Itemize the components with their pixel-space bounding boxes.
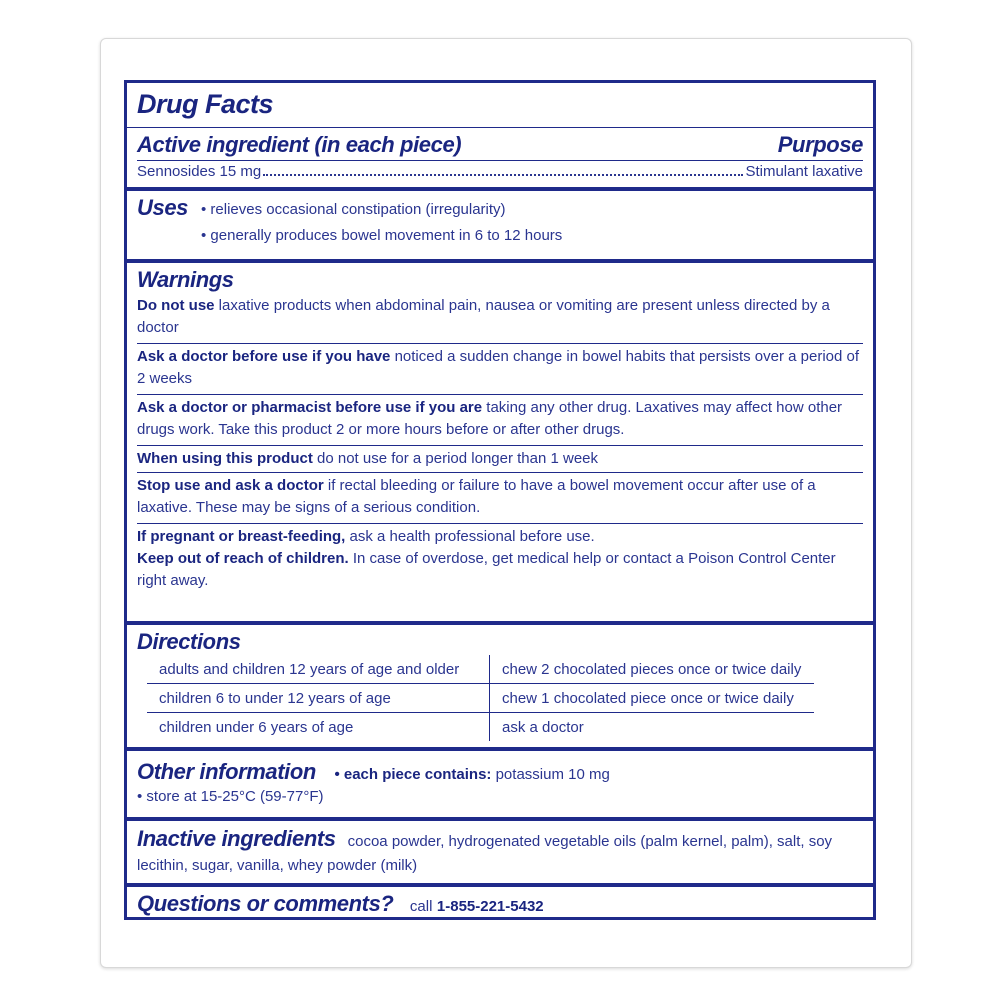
directions-age: adults and children 12 years of age and older: [147, 655, 490, 684]
active-ingredient-value: Sennosides 15 mg: [137, 163, 262, 180]
directions-age: children under 6 years of age: [147, 713, 490, 742]
inactive-ingredients-section: [127, 817, 873, 883]
directions-heading: Directions: [137, 629, 241, 654]
table-row: [147, 713, 814, 742]
directions-table: [147, 655, 814, 741]
warning-when-using: When using this product do not use for a period longer than 1 week: [137, 445, 863, 472]
warning-do-not-use: Do not use laxative products when abdominal pain, nausea or vomiting are present unless directed by a doctor: [137, 297, 830, 336]
warning-pregnant: If pregnant or breast-feeding, ask a health professional before use.: [137, 523, 863, 548]
questions-section: [127, 883, 873, 917]
uses-section: [127, 187, 873, 259]
directions-dose: chew 1 chocolated piece once or twice daily: [490, 684, 815, 713]
directions-dose: ask a doctor: [490, 713, 815, 742]
questions-heading: Questions or comments?: [137, 891, 394, 916]
directions-dose: chew 2 chocolated pieces once or twice daily: [502, 660, 802, 678]
purpose-heading: Purpose: [777, 132, 863, 157]
inactive-ingredients-heading: Inactive ingredients: [137, 826, 336, 851]
questions-call-label: call: [409, 898, 433, 915]
active-ingredient-section: [127, 127, 873, 187]
other-information-section: [127, 747, 873, 817]
active-ingredient-heading: Active ingredient (in each piece): [137, 132, 462, 157]
warning-keep-out-of-reach: Keep out of reach of children. In case of overdose, get medical help or contact a Poison Control Center right away.: [137, 550, 836, 589]
title-section: [127, 89, 873, 120]
uses-item: • relieves occasional constipation (irregularity): [201, 201, 506, 218]
drug-facts-panel: [124, 80, 876, 920]
table-row: [147, 684, 814, 713]
directions-section: [127, 621, 873, 747]
drug-facts-title: Drug Facts: [137, 89, 274, 119]
questions-phone: 1-855-221-5432: [436, 898, 544, 915]
table-row: [147, 655, 814, 684]
inactive-ingredients-text: cocoa powder, hydrogenated vegetable oils (palm kernel, palm), salt, soy lecithin, sugar, vanilla, whey powder (milk): [137, 833, 833, 874]
uses-heading: Uses: [137, 195, 188, 220]
leader-dots: [263, 174, 743, 176]
other-contains: • each piece contains: potassium 10 mg: [334, 766, 610, 783]
other-store: • store at 15-25°C (59-77°F): [137, 788, 324, 805]
warning-ask-doctor: Ask a doctor before use if you have noticed a sudden change in bowel habits that persists over a period of 2 weeks: [137, 343, 863, 394]
warning-stop-use: Stop use and ask a doctor if rectal bleeding or failure to have a bowel movement occur after use of a laxative. These may be signs of a serious condition.: [137, 472, 863, 523]
warnings-heading: Warnings: [137, 267, 234, 292]
directions-age: children 6 to under 12 years of age: [147, 684, 490, 713]
purpose-value: Stimulant laxative: [745, 163, 863, 180]
warnings-section: [127, 259, 873, 621]
warning-ask-pharmacist: Ask a doctor or pharmacist before use if you are taking any other drug. Laxatives may affect how other drugs work. Take this product 2 or more hours before or after other drugs.: [137, 394, 863, 445]
other-information-heading: Other information: [137, 759, 316, 784]
uses-item: • generally produces bowel movement in 6 to 12 hours: [201, 227, 563, 244]
